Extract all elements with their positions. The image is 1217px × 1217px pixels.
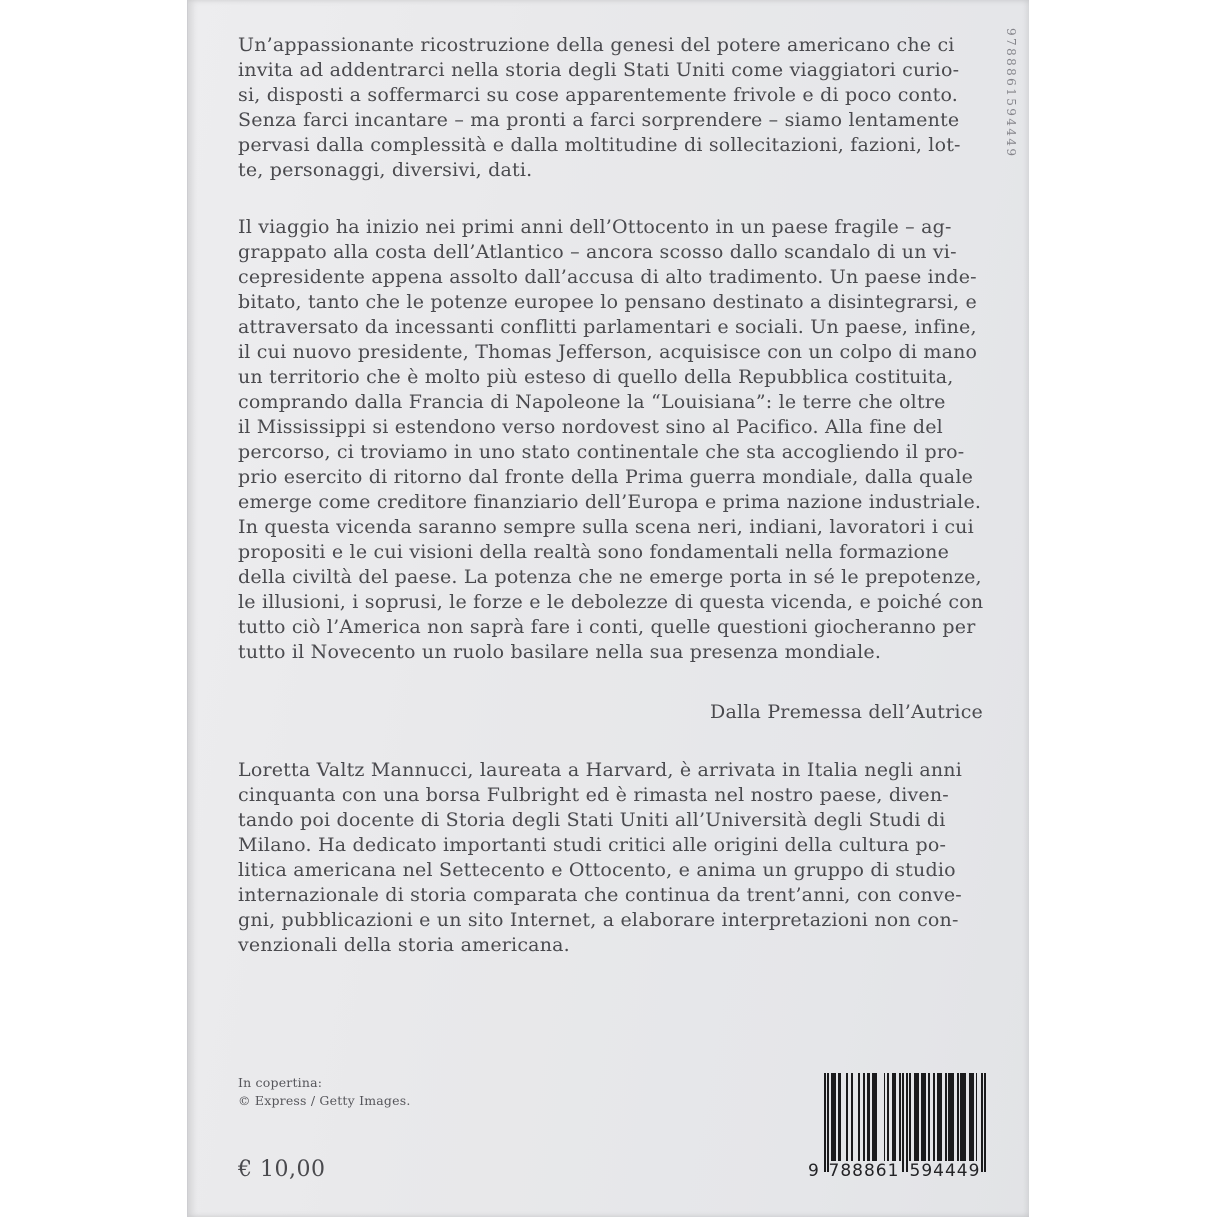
text-line: gni, pubblicazioni e un sito Internet, a elaborare interpretazioni non con- bbox=[238, 909, 959, 931]
barcode-bars bbox=[824, 1073, 986, 1173]
barcode-bar bbox=[948, 1073, 953, 1161]
barcode-bar bbox=[892, 1073, 895, 1161]
text-line: si, disposti a soffermarci su cose apparentemente frivole e di poco conto. bbox=[238, 84, 959, 106]
barcode-bar bbox=[933, 1073, 935, 1161]
barcode-bar bbox=[960, 1073, 965, 1161]
text-line: Il viaggio ha inizio nei primi anni dell’Ottocento in un paese fragile – ag- bbox=[238, 216, 952, 238]
barcode-bar bbox=[937, 1073, 942, 1161]
text-line: pervasi dalla complessità e dalla moltitudine di sollecitazioni, fazioni, lot- bbox=[238, 134, 961, 156]
text-line: della civiltà del paese. La potenza che ne emerge porta in sé le prepotenze, bbox=[238, 566, 982, 588]
barcode-bar bbox=[969, 1073, 974, 1161]
barcode-bar bbox=[863, 1073, 865, 1161]
text-line: Milano. Ha dedicato importanti studi critici alle origini della cultura po- bbox=[238, 834, 947, 856]
cover-credit-source: © Express / Getty Images. bbox=[238, 1092, 411, 1108]
text-line: un territorio che è molto più esteso di quello della Repubblica costituita, bbox=[238, 366, 954, 388]
book-back-cover bbox=[187, 0, 1029, 1217]
text-line: il cui nuovo presidente, Thomas Jefferson, acquisisce con un colpo di mano bbox=[238, 341, 978, 363]
text-line: attraversato da incessanti conflitti parlamentari e sociali. Un paese, infine, bbox=[238, 316, 977, 338]
text-line: emerge come creditore finanziario dell’Europa e prima nazione industriale. bbox=[238, 491, 982, 513]
barcode-bar bbox=[906, 1073, 908, 1172]
blurb-paragraph-2 bbox=[238, 215, 983, 665]
text-line: internazionale di storia comparata che continua da trent’anni, con conve- bbox=[238, 884, 962, 906]
text-line: tando poi docente di Storia degli Stati Uniti all’Università degli Studi di bbox=[238, 809, 946, 831]
text-line: tutto ciò l’America non saprà fare i conti, quelle questioni giocheranno per bbox=[238, 616, 976, 638]
text-line: cinquanta con una borsa Fulbright ed è rimasta nel nostro paese, diven- bbox=[238, 784, 949, 806]
barcode-bar bbox=[887, 1073, 889, 1161]
cover-credit-label: In copertina: bbox=[238, 1075, 323, 1090]
barcode-bar bbox=[981, 1073, 983, 1172]
text-line: propositi e le cui visioni della realtà sono fondamentali nella formazione bbox=[238, 541, 950, 563]
text-line: percorso, ci troviamo in uno stato continentale che sta accogliendo il pro- bbox=[238, 441, 965, 463]
barcode-bar bbox=[838, 1073, 841, 1161]
barcode-bar bbox=[928, 1073, 930, 1161]
barcode-bar bbox=[872, 1073, 877, 1161]
text-line: te, personaggi, diversivi, dati. bbox=[238, 159, 533, 181]
barcode-bar bbox=[827, 1073, 829, 1172]
text-line: Senza farci incantare – ma pronti a farci sorprendere – siamo lentamente bbox=[238, 109, 960, 131]
barcode-bar bbox=[899, 1073, 901, 1161]
barcode-digits-group1: 788861 bbox=[828, 1161, 900, 1181]
barcode-digits-group2: 594449 bbox=[909, 1161, 981, 1181]
barcode-bar bbox=[945, 1073, 947, 1161]
cover-photo-credit bbox=[238, 1074, 411, 1109]
barcode-bar bbox=[984, 1073, 986, 1172]
text-line: litica americana nel Settecento e Ottocento, e anima un gruppo di studio bbox=[238, 859, 956, 881]
text-line: Loretta Valtz Mannucci, laureata a Harvard, è arrivata in Italia negli anni bbox=[238, 759, 963, 781]
text-line: il Mississippi si estendono verso nordovest sino al Pacifico. Alla fine del bbox=[238, 416, 943, 438]
text-line: Un’appassionante ricostruzione della genesi del potere americano che ci bbox=[238, 34, 955, 56]
text-line: bitato, tanto che le potenze europee lo pensano destinato a disintegrarsi, e bbox=[238, 291, 977, 313]
barcode-bar bbox=[909, 1073, 911, 1161]
text-line: venzionali della storia americana. bbox=[238, 934, 570, 956]
barcode-bar bbox=[858, 1073, 860, 1161]
barcode-bar bbox=[851, 1073, 853, 1161]
blurb-attribution: Dalla Premessa dell’Autrice bbox=[710, 701, 983, 723]
barcode-bar bbox=[831, 1073, 836, 1161]
barcode-bar bbox=[867, 1073, 870, 1161]
barcode-bar bbox=[846, 1073, 848, 1161]
text-line: comprando dalla Francia di Napoleone la “Louisiana”: le terre che oltre bbox=[238, 391, 946, 413]
barcode bbox=[808, 1073, 986, 1183]
barcode-bar bbox=[976, 1073, 978, 1161]
barcode-bar bbox=[824, 1073, 826, 1172]
text-line: invita ad addentrarci nella storia degli Stati Uniti come viaggiatori curio- bbox=[238, 59, 960, 81]
barcode-bar bbox=[957, 1073, 959, 1161]
barcode-bar bbox=[902, 1073, 904, 1172]
text-line: grappato alla costa dell’Atlantico – ancora scosso dallo scandalo di un vi- bbox=[238, 241, 957, 263]
barcode-digit-prefix: 9 bbox=[808, 1161, 819, 1181]
text-line: le illusioni, i soprusi, le forze e le debolezze di questa vicenda, e poiché con bbox=[238, 591, 984, 613]
text-line: prio esercito di ritorno dal fronte della Prima guerra mondiale, dalla quale bbox=[238, 466, 974, 488]
text-line: tutto il Novecento un ruolo basilare nella sua presenza mondiale. bbox=[238, 641, 882, 663]
price: € 10,00 bbox=[238, 1157, 326, 1182]
text-line: cepresidente appena assolto dall’accusa di alto tradimento. Un paese inde- bbox=[238, 266, 977, 288]
author-bio bbox=[238, 758, 983, 958]
barcode-bar bbox=[921, 1073, 926, 1161]
spine-isbn-code: 9788861594449 bbox=[1004, 28, 1018, 159]
text-line: In questa vicenda saranno sempre sulla scena neri, indiani, lavoratori i cui bbox=[238, 516, 974, 538]
barcode-bar bbox=[914, 1073, 919, 1161]
barcode-bar bbox=[884, 1073, 886, 1161]
blurb-paragraph-1 bbox=[238, 33, 983, 183]
